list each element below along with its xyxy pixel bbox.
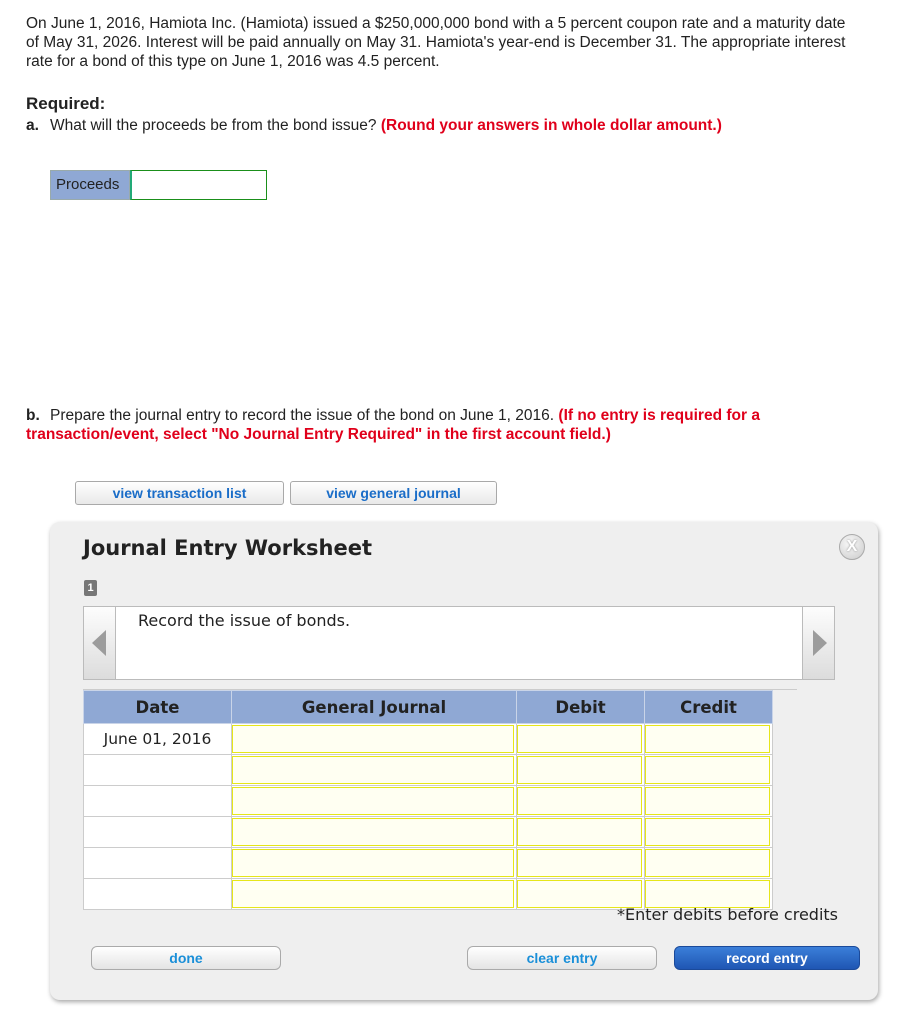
date-cell [84, 817, 232, 848]
close-icon[interactable]: X [839, 534, 865, 560]
account-cell [232, 755, 517, 786]
credit-input[interactable] [645, 818, 770, 846]
debit-cell [517, 755, 645, 786]
account-input[interactable] [232, 849, 514, 877]
journal-row [84, 848, 773, 879]
credit-input[interactable] [645, 880, 770, 908]
column-header-debit: Debit [517, 691, 645, 724]
debit-input[interactable] [517, 880, 642, 908]
date-cell [84, 848, 232, 879]
journal-row [84, 724, 773, 755]
debit-input[interactable] [517, 725, 642, 753]
debit-input[interactable] [517, 756, 642, 784]
account-input[interactable] [232, 787, 514, 815]
account-input[interactable] [232, 818, 514, 846]
journal-header-row [84, 691, 773, 724]
journal-entry-worksheet [50, 522, 878, 1000]
proceeds-row [50, 170, 267, 200]
account-cell [232, 848, 517, 879]
worksheet-title: Journal Entry Worksheet [83, 536, 373, 560]
part-b-instruction: (If no entry is required for a transaction/event, select "No Journal Entry Required" in the first account field.) [26, 407, 760, 443]
account-cell [232, 786, 517, 817]
account-input[interactable] [232, 756, 514, 784]
done-button[interactable]: done [91, 946, 281, 970]
credit-cell [645, 755, 773, 786]
account-input[interactable] [232, 725, 514, 753]
date-cell: June 01, 2016 [84, 724, 232, 755]
credit-input[interactable] [645, 756, 770, 784]
journal-row [84, 817, 773, 848]
chevron-right-icon [813, 630, 827, 656]
credit-cell [645, 786, 773, 817]
credit-input[interactable] [645, 849, 770, 877]
column-header-credit: Credit [645, 691, 773, 724]
part-b-letter: b. [26, 407, 40, 424]
account-cell [232, 879, 517, 910]
entry-page-number[interactable]: 1 [84, 580, 97, 596]
part-a-prompt [26, 116, 886, 135]
date-cell [84, 879, 232, 910]
question-intro: On June 1, 2016, Hamiota Inc. (Hamiota) issued a $250,000,000 bond with a 5 percent coupon rate and a maturity date of May 31, 2026. Interest will be paid annually on May 31. Hamiota's year-end is December 31. The appropriate interest rate for a bond of this type on June 1, 2016 was 4.5 percent. [26, 15, 846, 70]
account-cell [232, 817, 517, 848]
debit-input[interactable] [517, 849, 642, 877]
debit-cell [517, 724, 645, 755]
credit-cell [645, 817, 773, 848]
view-transaction-list-button[interactable]: view transaction list [75, 481, 284, 505]
record-entry-button[interactable]: record entry [674, 946, 860, 970]
next-entry-button[interactable] [802, 607, 834, 679]
credit-cell [645, 848, 773, 879]
part-a-instruction: (Round your answers in whole dollar amount.) [380, 117, 722, 134]
account-input[interactable] [232, 880, 514, 908]
chevron-left-icon [92, 630, 106, 656]
column-header-date: Date [84, 691, 232, 724]
previous-entry-button[interactable] [84, 607, 116, 679]
debit-cell [517, 848, 645, 879]
debit-cell [517, 817, 645, 848]
debits-before-credits-note: *Enter debits before credits [617, 905, 838, 924]
credit-input[interactable] [645, 787, 770, 815]
debit-cell [517, 786, 645, 817]
proceeds-label: Proceeds [50, 170, 130, 200]
debit-input[interactable] [517, 818, 642, 846]
entry-description-box [83, 606, 835, 680]
journal-row [84, 755, 773, 786]
required-heading: Required: [26, 94, 106, 113]
part-b-prompt [26, 406, 866, 444]
entry-description: Record the issue of bonds. [138, 611, 351, 630]
account-cell [232, 724, 517, 755]
journal-row [84, 786, 773, 817]
date-cell [84, 786, 232, 817]
part-a-text: What will the proceeds be from the bond issue? [50, 117, 377, 134]
view-general-journal-button[interactable]: view general journal [290, 481, 497, 505]
clear-entry-button[interactable]: clear entry [467, 946, 657, 970]
part-a-letter: a. [26, 117, 39, 134]
part-b-text: Prepare the journal entry to record the issue of the bond on June 1, 2016. [50, 407, 555, 424]
credit-cell [645, 724, 773, 755]
column-header-general-journal: General Journal [232, 691, 517, 724]
date-cell [84, 755, 232, 786]
journal-table [83, 690, 773, 910]
credit-input[interactable] [645, 725, 770, 753]
debit-input[interactable] [517, 787, 642, 815]
proceeds-input[interactable] [130, 170, 267, 200]
